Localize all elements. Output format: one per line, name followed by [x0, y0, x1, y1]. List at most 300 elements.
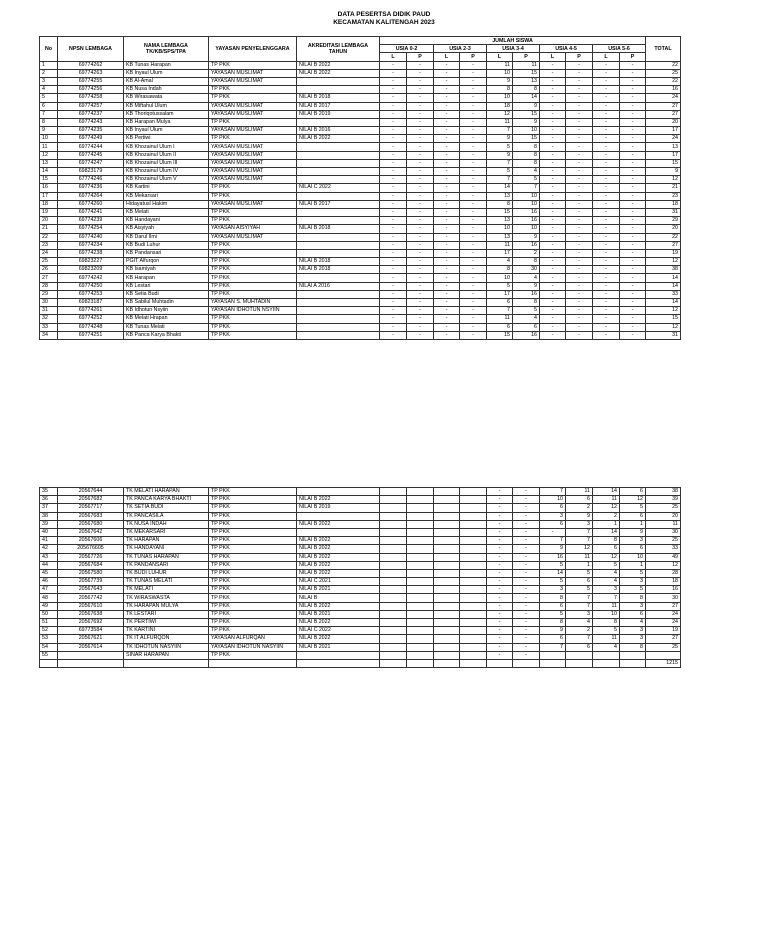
table-row	[40, 135, 681, 143]
cell-count: -	[540, 168, 566, 176]
cell-count: -	[513, 512, 540, 520]
cell-count	[434, 643, 460, 651]
cell-yayasan: YAYASAN IDHOTUN NASYIIN	[209, 643, 297, 651]
cell-count: -	[407, 192, 434, 200]
cell-no: 30	[40, 299, 58, 307]
cell-count: -	[513, 651, 540, 659]
cell-count: -	[407, 184, 434, 192]
table-row	[40, 290, 681, 298]
table-row	[40, 94, 681, 102]
header-akreditasi: AKREDITASI LEMBAGA TAHUN	[297, 37, 380, 62]
cell-count: 12	[566, 545, 593, 553]
cell-no: 12	[40, 151, 58, 159]
cell-count: -	[593, 151, 620, 159]
cell-yayasan: TP PKK	[209, 118, 297, 126]
cell-count: -	[513, 520, 540, 528]
cell-yayasan: YAYASAN MUSLIMAT	[209, 176, 297, 184]
cell-yayasan: TP PKK	[209, 184, 297, 192]
cell-yayasan: YAYASAN MUSLIMAT	[209, 102, 297, 110]
cell-count: -	[380, 118, 407, 126]
cell-count: -	[460, 266, 487, 274]
cell-count: 5	[513, 176, 540, 184]
cell-count: -	[540, 299, 566, 307]
cell-count: 8	[513, 86, 540, 94]
cell-no: 33	[40, 323, 58, 331]
empty-cell	[460, 659, 487, 667]
cell-count: 14	[513, 94, 540, 102]
header-gender: L	[593, 53, 620, 61]
cell-yayasan: TP PKK	[209, 315, 297, 323]
cell-total: 22	[646, 61, 681, 69]
cell-count: 6	[566, 496, 593, 504]
cell-yayasan: TP PKK	[209, 561, 297, 569]
cell-count	[407, 504, 434, 512]
cell-count	[407, 619, 434, 627]
cell-count: -	[434, 225, 460, 233]
cell-count: 13	[487, 233, 513, 241]
cell-count: -	[566, 176, 593, 184]
cell-yayasan: TP PKK	[209, 512, 297, 520]
cell-count: -	[407, 258, 434, 266]
cell-count: 6	[540, 602, 566, 610]
cell-npsn: 20567739	[58, 578, 124, 586]
cell-count: 7	[566, 528, 593, 536]
cell-nama: Hidayatusl Hakim	[124, 200, 209, 208]
cell-count: -	[460, 159, 487, 167]
grand-total: 1215	[646, 659, 681, 667]
cell-total: 29	[646, 217, 681, 225]
cell-count: -	[487, 635, 513, 643]
cell-yayasan: TP PKK	[209, 627, 297, 635]
cell-count: -	[487, 594, 513, 602]
cell-count: 5	[540, 610, 566, 618]
cell-nama: KB Panca Karya Bhakti	[124, 331, 209, 339]
cell-nama: KB Isamiyah	[124, 266, 209, 274]
cell-yayasan: TP PKK	[209, 586, 297, 594]
table-row	[40, 168, 681, 176]
empty-cell	[513, 659, 540, 667]
cell-nama: TK NUSA INDAH	[124, 520, 209, 528]
cell-total: 19	[646, 249, 681, 257]
cell-nama: TK MELATI HARAPAN	[124, 488, 209, 496]
header-gender: P	[620, 53, 646, 61]
cell-count: -	[513, 569, 540, 577]
table-row	[40, 69, 681, 77]
cell-akreditasi	[297, 118, 380, 126]
cell-count: 4	[513, 168, 540, 176]
cell-total: 20	[646, 512, 681, 520]
cell-count: 6	[513, 323, 540, 331]
empty-cell	[407, 659, 434, 667]
cell-no: 42	[40, 545, 58, 553]
cell-count: 16	[513, 241, 540, 249]
cell-count: 7	[540, 643, 566, 651]
cell-nama: KB Idhotun Nsyiin	[124, 307, 209, 315]
cell-count: -	[407, 127, 434, 135]
cell-count: -	[593, 266, 620, 274]
cell-count: -	[540, 135, 566, 143]
cell-count: -	[487, 569, 513, 577]
cell-npsn: 69774264	[58, 192, 124, 200]
cell-count: -	[566, 77, 593, 85]
cell-count: -	[407, 61, 434, 69]
cell-count: -	[620, 192, 646, 200]
cell-total: 25	[646, 537, 681, 545]
cell-count: -	[540, 528, 566, 536]
cell-count: -	[540, 282, 566, 290]
cell-count: 8	[513, 143, 540, 151]
cell-count: -	[593, 184, 620, 192]
cell-npsn: 69774256	[58, 86, 124, 94]
cell-count: -	[407, 69, 434, 77]
cell-count: -	[566, 102, 593, 110]
cell-no: 28	[40, 282, 58, 290]
cell-count: -	[380, 94, 407, 102]
cell-count: -	[407, 143, 434, 151]
cell-npsn	[58, 651, 124, 659]
cell-yayasan: TP PKK	[209, 249, 297, 257]
cell-count	[460, 512, 487, 520]
cell-count	[434, 602, 460, 610]
cell-total: 15	[646, 159, 681, 167]
cell-count: 8	[487, 266, 513, 274]
header-gender: L	[487, 53, 513, 61]
cell-count	[380, 528, 407, 536]
cell-count: 8	[593, 619, 620, 627]
cell-count: 17	[487, 290, 513, 298]
cell-count	[460, 586, 487, 594]
cell-nama: TK PERTIWI	[124, 619, 209, 627]
cell-count: -	[407, 315, 434, 323]
cell-count: 4	[593, 578, 620, 586]
header-nama: NAMA LEMBAGA TK/KB/SPS/TPA	[124, 37, 209, 62]
empty-cell	[487, 659, 513, 667]
cell-yayasan: TP PKK	[209, 135, 297, 143]
cell-count: -	[407, 323, 434, 331]
cell-count: -	[620, 331, 646, 339]
cell-yayasan: TP PKK	[209, 520, 297, 528]
cell-count: -	[593, 118, 620, 126]
cell-npsn: 20567614	[58, 643, 124, 651]
cell-nama: KB Darul Ilmi	[124, 233, 209, 241]
cell-count: 11	[487, 241, 513, 249]
cell-count: -	[593, 143, 620, 151]
cell-count	[407, 610, 434, 618]
cell-count: 6	[620, 545, 646, 553]
cell-count: -	[593, 77, 620, 85]
cell-akreditasi: NILAI B 2022	[297, 69, 380, 77]
cell-npsn: 20567606	[58, 537, 124, 545]
table-row	[40, 545, 681, 553]
cell-count: 9	[620, 528, 646, 536]
cell-count: 5	[566, 586, 593, 594]
cell-count: -	[434, 249, 460, 257]
cell-nama: TK TUNAS HARAPAN	[124, 553, 209, 561]
cell-yayasan: TP PKK	[209, 651, 297, 659]
table-row	[40, 102, 681, 110]
cell-npsn: 20567621	[58, 635, 124, 643]
cell-no: 45	[40, 569, 58, 577]
cell-count: -	[407, 331, 434, 339]
cell-count: -	[540, 143, 566, 151]
cell-count: -	[460, 217, 487, 225]
cell-count: -	[620, 143, 646, 151]
cell-count: -	[593, 192, 620, 200]
cell-count: 13	[487, 217, 513, 225]
cell-total: 12	[646, 176, 681, 184]
cell-count: 5	[487, 282, 513, 290]
cell-count: -	[434, 61, 460, 69]
document-subtitle: KECAMATAN KALITENGAH 2023	[333, 19, 435, 26]
cell-count: -	[620, 200, 646, 208]
cell-count	[380, 537, 407, 545]
cell-no: 2	[40, 69, 58, 77]
cell-total: 21	[646, 184, 681, 192]
cell-nama: TK HARAPAN MULYA	[124, 602, 209, 610]
cell-npsn: 69773584	[58, 627, 124, 635]
cell-npsn: 69774238	[58, 249, 124, 257]
cell-total: 24	[646, 94, 681, 102]
cell-count: -	[434, 94, 460, 102]
cell-nama: TK BUDI LUHUR	[124, 569, 209, 577]
cell-npsn: 69774244	[58, 143, 124, 151]
table-row	[40, 553, 681, 561]
cell-count: -	[593, 127, 620, 135]
cell-total: 30	[646, 594, 681, 602]
cell-count	[380, 545, 407, 553]
empty-cell	[209, 659, 297, 667]
cell-count: 16	[540, 553, 566, 561]
cell-yayasan: TP PKK	[209, 331, 297, 339]
cell-count: -	[380, 192, 407, 200]
cell-count: 15	[513, 110, 540, 118]
cell-count: -	[566, 184, 593, 192]
cell-count: -	[434, 151, 460, 159]
cell-count: 9	[540, 545, 566, 553]
cell-npsn: 20567644	[58, 488, 124, 496]
cell-akreditasi	[297, 307, 380, 315]
cell-npsn: 69774247	[58, 159, 124, 167]
cell-count: -	[620, 217, 646, 225]
cell-akreditasi	[297, 488, 380, 496]
table-row	[40, 569, 681, 577]
cell-count	[460, 561, 487, 569]
cell-count: -	[380, 135, 407, 143]
cell-count: 14	[540, 569, 566, 577]
cell-akreditasi	[297, 192, 380, 200]
cell-count: -	[620, 118, 646, 126]
cell-count	[380, 602, 407, 610]
cell-total: 14	[646, 274, 681, 282]
cell-count: 2	[593, 512, 620, 520]
cell-nama: KB Tunas Melati	[124, 323, 209, 331]
cell-count: -	[540, 200, 566, 208]
cell-nama: KB Sabilul Muhtadin	[124, 299, 209, 307]
cell-count: -	[540, 323, 566, 331]
cell-count: 15	[513, 135, 540, 143]
cell-count: -	[540, 184, 566, 192]
cell-npsn: 69774260	[58, 200, 124, 208]
document-title: DATA PESERTSA DIDIK PAUD	[337, 11, 431, 18]
cell-total: 13	[646, 143, 681, 151]
cell-count: 12	[487, 110, 513, 118]
cell-count	[460, 504, 487, 512]
cell-count: -	[407, 299, 434, 307]
cell-count: 14	[593, 488, 620, 496]
cell-count: -	[620, 282, 646, 290]
cell-count: -	[566, 135, 593, 143]
cell-count: 3	[620, 602, 646, 610]
cell-count	[380, 586, 407, 594]
header-gender: P	[460, 53, 487, 61]
cell-count: -	[566, 61, 593, 69]
cell-count: 16	[513, 208, 540, 216]
cell-count	[407, 578, 434, 586]
cell-count: -	[513, 545, 540, 553]
cell-count: -	[566, 192, 593, 200]
cell-count	[407, 643, 434, 651]
cell-count: 6	[540, 520, 566, 528]
cell-count: 4	[513, 274, 540, 282]
cell-count: -	[380, 233, 407, 241]
cell-nama: KB Setia Budi	[124, 290, 209, 298]
cell-npsn: 69774263	[58, 69, 124, 77]
cell-count: 3	[540, 586, 566, 594]
cell-nama: KB Melati	[124, 208, 209, 216]
table-row	[40, 208, 681, 216]
table-row	[40, 77, 681, 85]
table-row	[40, 619, 681, 627]
cell-count	[407, 569, 434, 577]
cell-yayasan: TP PKK	[209, 323, 297, 331]
cell-count: -	[487, 561, 513, 569]
cell-total: 12	[646, 561, 681, 569]
cell-count: -	[380, 282, 407, 290]
cell-count: -	[593, 217, 620, 225]
cell-akreditasi	[297, 290, 380, 298]
cell-count	[460, 635, 487, 643]
cell-count: -	[380, 274, 407, 282]
cell-yayasan: TP PKK	[209, 569, 297, 577]
cell-count: -	[407, 159, 434, 167]
header-jumlah: JUMLAH SISWA	[380, 37, 646, 45]
cell-no: 37	[40, 504, 58, 512]
cell-count	[460, 545, 487, 553]
cell-total: 24	[646, 135, 681, 143]
table-row	[40, 61, 681, 69]
cell-count: -	[380, 159, 407, 167]
cell-count	[407, 488, 434, 496]
cell-count: -	[540, 110, 566, 118]
cell-npsn: 69774257	[58, 102, 124, 110]
cell-akreditasi: NILAI B 2017	[297, 102, 380, 110]
cell-count: 8	[487, 86, 513, 94]
cell-npsn: 69774234	[58, 241, 124, 249]
cell-akreditasi	[297, 241, 380, 249]
table-row	[40, 127, 681, 135]
cell-no: 7	[40, 110, 58, 118]
cell-count: 11	[593, 635, 620, 643]
cell-count	[593, 651, 620, 659]
cell-no: 24	[40, 249, 58, 257]
cell-count: -	[380, 69, 407, 77]
cell-count	[380, 512, 407, 520]
cell-akreditasi: NILAI B 2022	[297, 619, 380, 627]
cell-nama: TK TUNAS MELATI	[124, 578, 209, 586]
cell-total: 49	[646, 553, 681, 561]
students-table-kb	[39, 36, 681, 340]
cell-count: -	[566, 208, 593, 216]
cell-count: -	[380, 127, 407, 135]
cell-count: -	[487, 651, 513, 659]
cell-nama: KB Inyaul Ulum	[124, 127, 209, 135]
cell-count: 9	[513, 102, 540, 110]
cell-count: -	[540, 192, 566, 200]
table-row	[40, 282, 681, 290]
cell-count: 5	[593, 627, 620, 635]
cell-nama: KB Khozainul Ulum V	[124, 176, 209, 184]
cell-count: -	[540, 258, 566, 266]
cell-nama: KB Pertiwi	[124, 135, 209, 143]
cell-akreditasi: NILAI B 2019	[297, 110, 380, 118]
header-no: No	[40, 37, 58, 62]
cell-akreditasi: NILAI B 2022	[297, 635, 380, 643]
cell-no: 48	[40, 594, 58, 602]
cell-count: 6	[487, 299, 513, 307]
cell-count: -	[487, 578, 513, 586]
cell-total: 14	[646, 282, 681, 290]
cell-no: 1	[40, 61, 58, 69]
cell-total: 9	[646, 168, 681, 176]
cell-total: 12	[646, 307, 681, 315]
cell-akreditasi: NILAI B 2016	[297, 127, 380, 135]
header-age-group: USIA 3-4	[487, 45, 540, 53]
cell-count: -	[460, 323, 487, 331]
table-row	[40, 512, 681, 520]
cell-count	[380, 651, 407, 659]
cell-count: -	[566, 282, 593, 290]
cell-count: -	[487, 496, 513, 504]
cell-yayasan: TP PKK	[209, 619, 297, 627]
cell-akreditasi	[297, 233, 380, 241]
table-row	[40, 241, 681, 249]
cell-count: -	[434, 159, 460, 167]
header-gender: P	[513, 53, 540, 61]
cell-count: 5	[513, 307, 540, 315]
cell-nama: TK KARTINI	[124, 627, 209, 635]
cell-count: 10	[513, 200, 540, 208]
cell-total: 11	[646, 520, 681, 528]
cell-nama: TK MEKARSARI	[124, 528, 209, 536]
cell-akreditasi: NILAI B 2017	[297, 200, 380, 208]
cell-no: 26	[40, 266, 58, 274]
cell-count: -	[620, 159, 646, 167]
cell-count: -	[540, 217, 566, 225]
table-row	[40, 528, 681, 536]
cell-nama: KB Khozainul Ulum I	[124, 143, 209, 151]
cell-count	[460, 569, 487, 577]
cell-count: 3	[593, 586, 620, 594]
cell-total: 25	[646, 643, 681, 651]
cell-total: 23	[646, 192, 681, 200]
table-row	[40, 258, 681, 266]
cell-npsn: 69774249	[58, 135, 124, 143]
cell-no: 6	[40, 102, 58, 110]
cell-count: -	[540, 69, 566, 77]
header-age-group: USIA 0-2	[380, 45, 434, 53]
cell-count: -	[380, 86, 407, 94]
table-row	[40, 86, 681, 94]
